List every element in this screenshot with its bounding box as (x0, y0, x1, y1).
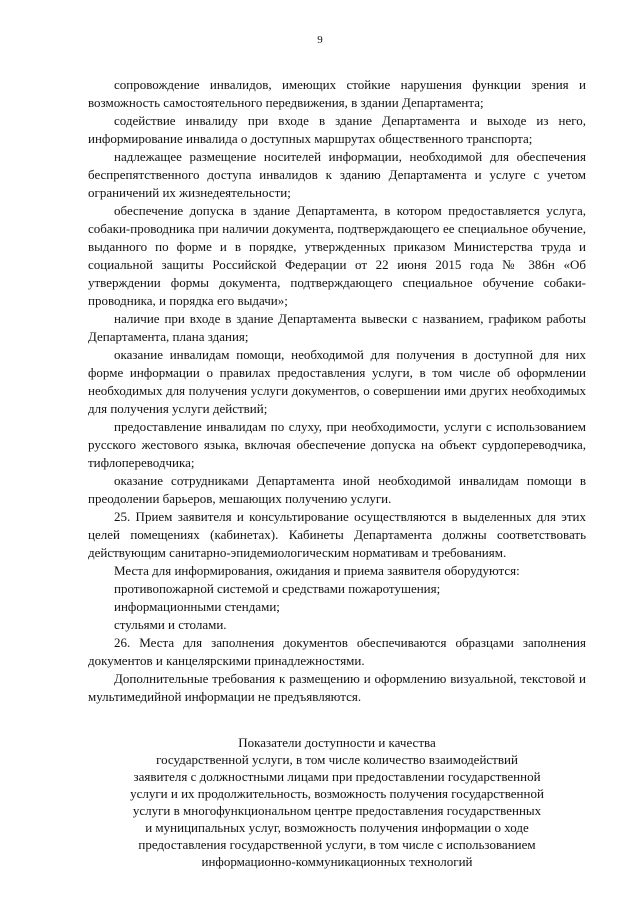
heading-line: предоставления государственной услуги, в том числе с использованием (138, 837, 536, 852)
paragraph: надлежащее размещение носителей информации, необходимой для обеспечения беспрепятственного доступа инвалидов к зданию Департамента и услуге с учетом ограничений их жизнедеятельности; (88, 149, 586, 200)
paragraph: обеспечение допуска в здание Департамента, в котором предоставляется услуга, собаки-проводника при наличии документа, подтверждающего ее специальное обучение, выданного по форме и в порядке, утвержденных приказом Министерства труда и социальной защиты Российской Федерации от 22 июня 2015 года № 386н «Об утверждении формы документа, подтверждающего специальное обучение собаки-проводника, и порядка его выдачи»; (88, 203, 586, 308)
paragraph: наличие при входе в здание Департамента вывески с названием, графиком работы Департамента, плана здания; (88, 311, 586, 344)
page-number: 9 (317, 34, 323, 46)
heading-line: услуги и их продолжительность, возможность получения государственной (130, 786, 544, 801)
paragraph: 26. Места для заполнения документов обеспечиваются образцами заполнения документов и канцелярскими принадлежностями. (88, 635, 586, 668)
paragraph: Места для информирования, ожидания и приема заявителя оборудуются: (114, 563, 520, 578)
paragraph: стульями и столами. (114, 617, 227, 632)
paragraph: противопожарной системой и средствами пожаротушения; (114, 581, 441, 596)
heading-line: заявителя с должностными лицами при предоставлении государственной (133, 769, 541, 784)
heading-line: государственной услуги, в том числе количество взаимодействий (156, 752, 518, 767)
body-text (88, 76, 586, 706)
paragraph: содействие инвалиду при входе в здание Департамента и выходе из него, информирование инвалида о доступных маршрутах общественного транспорта; (88, 113, 586, 146)
heading-line: информационно-коммуникационных технологий (201, 854, 473, 869)
paragraph: оказание сотрудниками Департамента иной необходимой инвалидам помощи в преодолении барьеров, мешающих получению услуги. (88, 473, 586, 506)
paragraph: оказание инвалидам помощи, необходимой для получения в доступной для них форме информации о правилах предоставления услуги, в том числе об оформлении необходимых для получения услуги документов, о совершении ими других необходимых для получения услуги действий; (88, 347, 586, 416)
heading-line: и муниципальных услуг, возможность получения информации о ходе (145, 820, 529, 835)
heading-line: услуги в многофункциональном центре предоставления государственных (132, 803, 542, 818)
heading-line: Показатели доступности и качества (238, 735, 436, 750)
paragraph: Дополнительные требования к размещению и оформлению визуальной, текстовой и мультимедийной информации не предъявляются. (88, 671, 586, 704)
paragraph: 25. Прием заявителя и консультирование осуществляются в выделенных для этих целей помещениях (кабинетах). Кабинеты Департамента должны соответствовать действующим санитарно-эпидемиологическим нормативам и требованиям. (88, 509, 586, 560)
paragraph: информационными стендами; (114, 599, 280, 614)
paragraph: сопровождение инвалидов, имеющих стойкие нарушения функции зрения и возможность самостоятельного передвижения, в здании Департамента; (88, 77, 586, 110)
paragraph: предоставление инвалидам по слуху, при необходимости, услуги с использованием русского жестового языка, включая обеспечение допуска на объект сурдопереводчика, тифлопереводчика; (88, 419, 586, 470)
section-heading (88, 734, 586, 870)
